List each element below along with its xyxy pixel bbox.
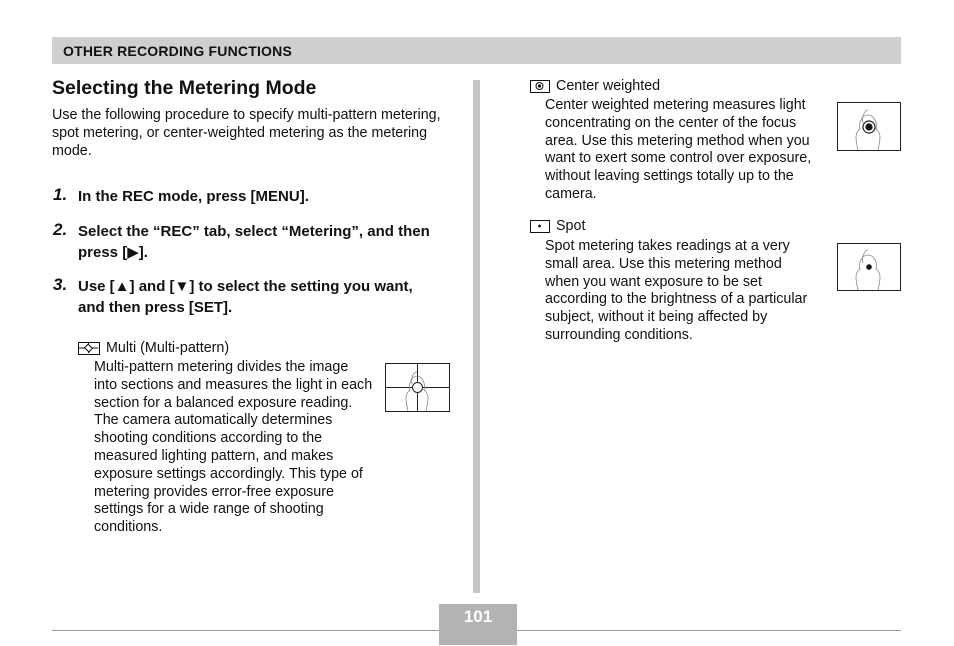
section-header-bar xyxy=(52,37,901,64)
column-divider xyxy=(473,80,480,593)
center-weighted-heading xyxy=(530,77,660,95)
step-1-number: 1. xyxy=(53,185,68,204)
spot-illustration xyxy=(837,243,901,291)
center-weighted-icon xyxy=(530,80,550,93)
page-number: 101 xyxy=(463,607,493,626)
spot-heading xyxy=(530,217,585,235)
step-2-text: Select the “REC” tab, select “Metering”, and then press [▶]. xyxy=(78,223,430,261)
multi-pattern-illustration xyxy=(385,363,450,412)
center-weighted-description: Center weighted metering measures light concentrating on the center of the focus area. Use this metering method when you want to exert some control over exposure, without leaving settings totally up to the camera. xyxy=(545,97,812,202)
center-weighted-label: Center weighted xyxy=(556,78,661,94)
step-3-number: 3. xyxy=(53,275,68,294)
section-header-title: OTHER RECORDING FUNCTIONS xyxy=(63,43,292,59)
multi-mode-description: Multi-pattern metering divides the image into sections and measures the light in each section for a balanced exposure reading. The camera automatically determines shooting conditions according to the measured lighting pattern, and makes exposure settings accordingly. This type of metering provides error-free exposure settings for a wide range of shooting conditions. xyxy=(94,359,373,536)
multi-pattern-icon xyxy=(78,342,100,355)
page-number-box xyxy=(439,604,517,645)
multi-mode-label: Multi (Multi-pattern) xyxy=(106,340,230,356)
spot-label: Spot xyxy=(556,218,586,234)
step-2-number: 2. xyxy=(53,220,68,239)
step-1-text: In the REC mode, press [MENU]. xyxy=(78,188,309,205)
spot-icon xyxy=(530,220,550,233)
step-3-text: Use [▲] and [▼] to select the setting you want, and then press [SET]. xyxy=(78,278,413,316)
spot-description: Spot metering takes readings at a very small area. Use this metering method when you want exposure to be set according to the brightness of a particular subject, without it being affected by surrounding conditions. xyxy=(545,238,808,343)
multi-mode-heading xyxy=(78,339,229,357)
page-title: Selecting the Metering Mode xyxy=(52,77,317,99)
intro-paragraph: Use the following procedure to specify multi-pattern metering, spot metering, or center-weighted metering as the metering mode. xyxy=(52,107,441,159)
center-weighted-illustration xyxy=(837,102,901,151)
